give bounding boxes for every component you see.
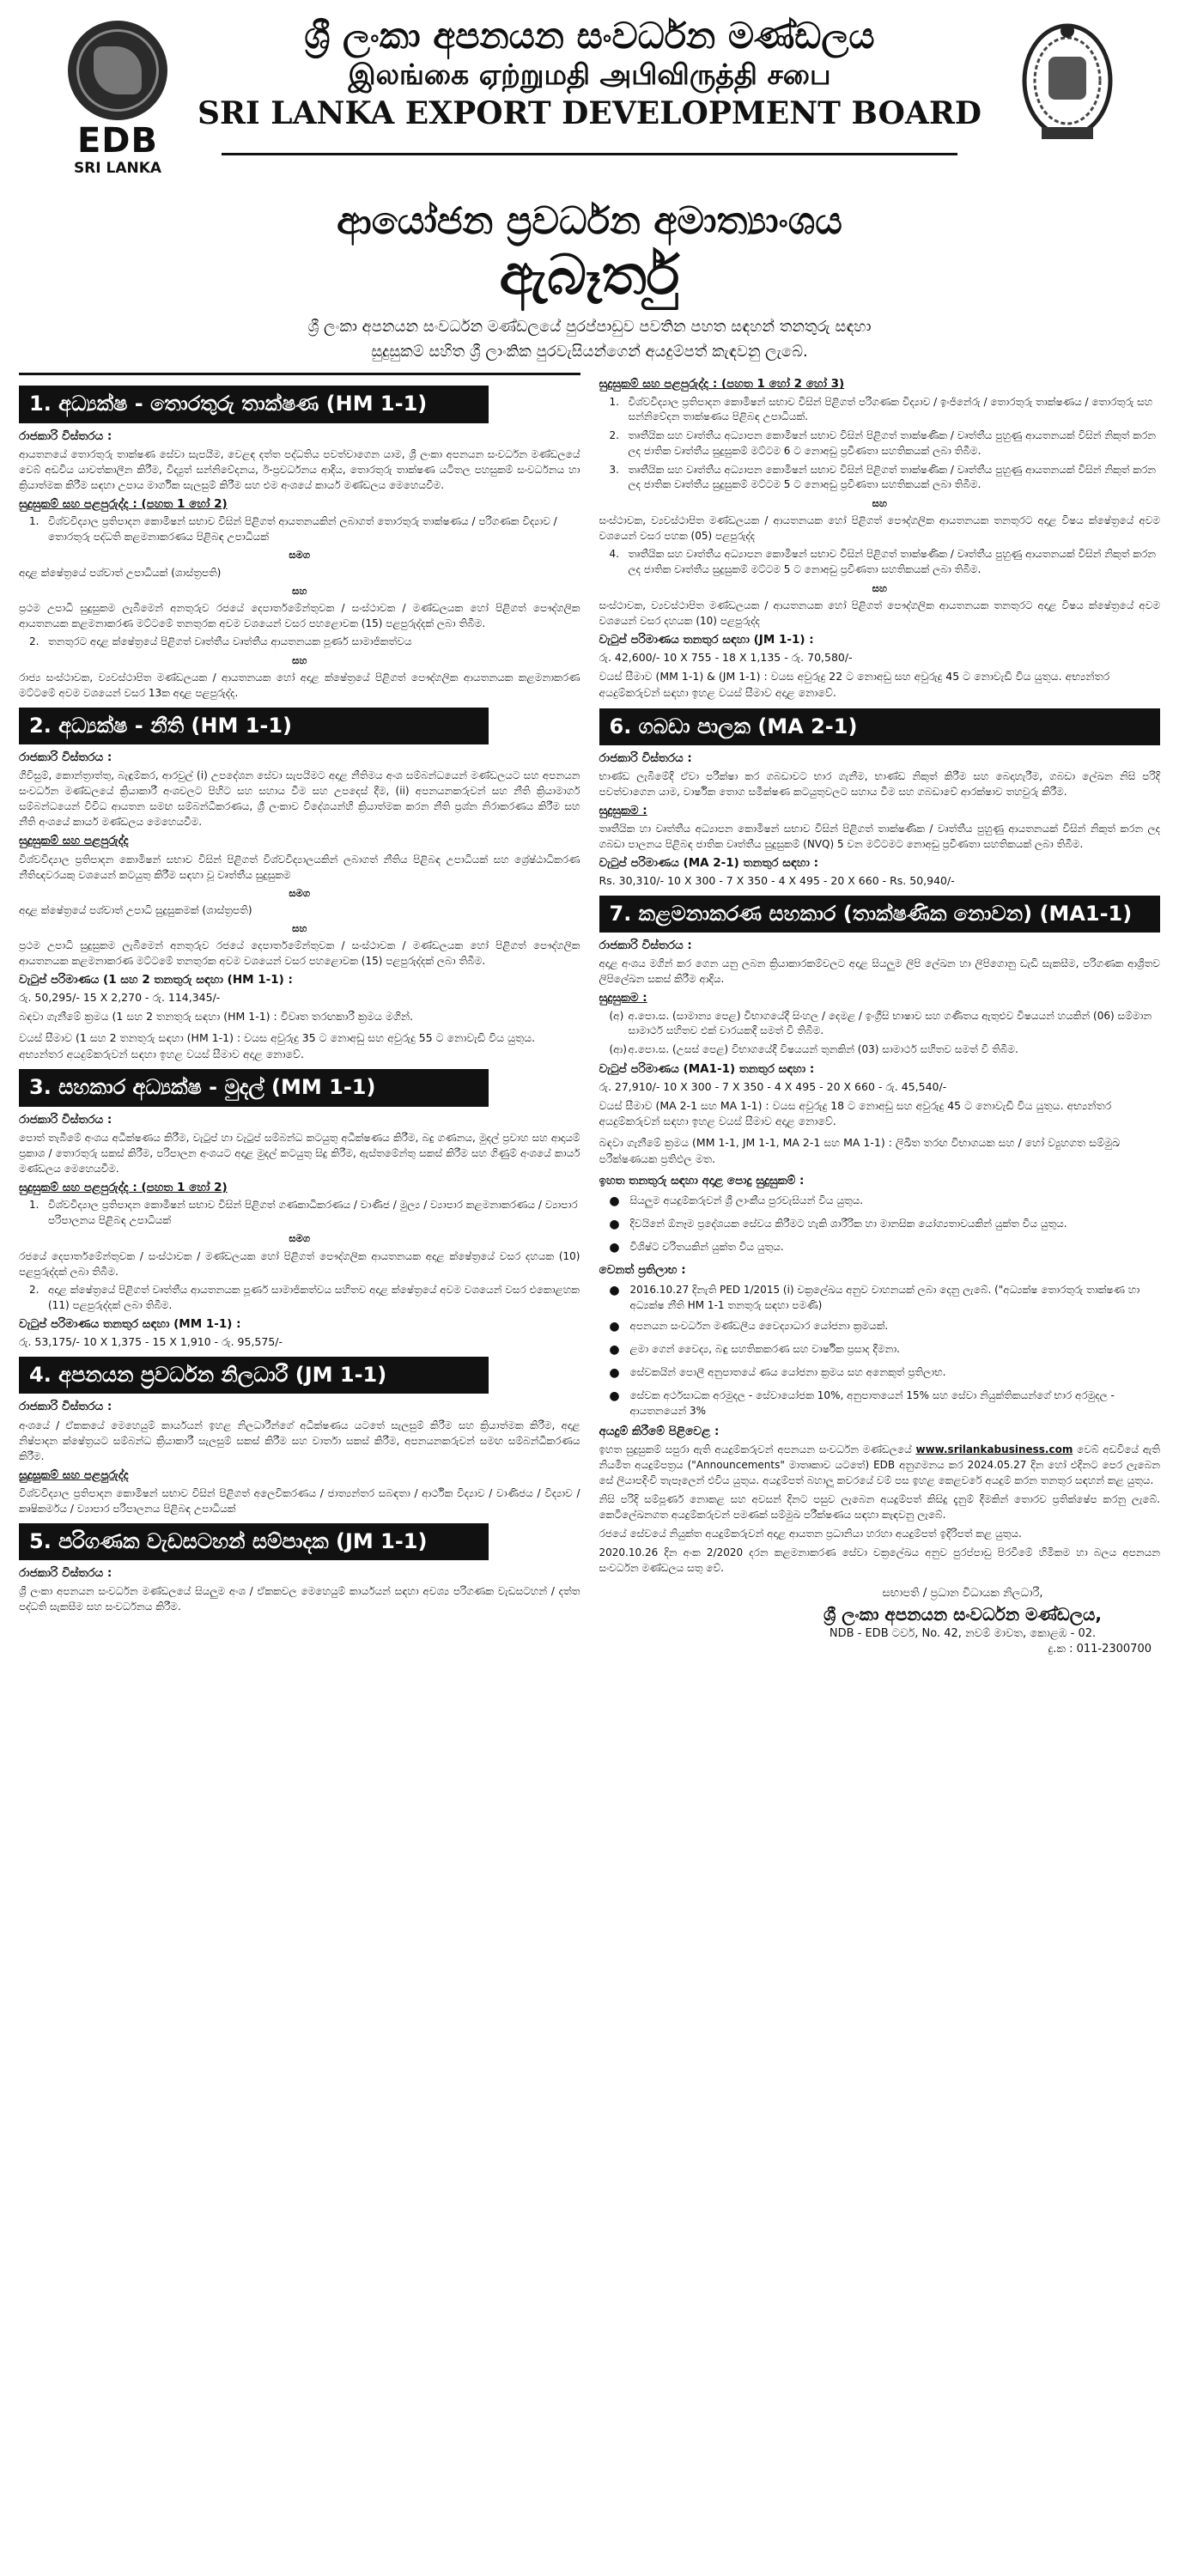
list-item: 1. විශ්වවිද්‍යාල ප්‍රතිපාදන කොමිෂන් සභාව විසින් පිළිගත් පරිගණක විද්‍යාව / ඉංජිනේරු / තොරතුරු තාක්ෂණය / තොරතුරු සහ සන්නිවේදන තාක්ෂණය පිළිබඳ උපාධියක්. [609, 395, 1153, 423]
benefits-list [599, 1282, 1161, 1419]
conjunction: සහ [872, 497, 887, 510]
section-1-qual-list-2 [19, 635, 580, 650]
conjunction: සහ [292, 584, 307, 597]
section-5-qual-list [599, 395, 1161, 494]
list-item: ● විශිෂ්ට චරිතයකින් යුක්ත විය යුතුය. [599, 1239, 1161, 1257]
general-qual-list [599, 1193, 1161, 1257]
section-1-duties: ආයතනයේ තොරතුරු තාක්ෂණ සේවා සැපයීම, වෙළඳ දත්ත පද්ධතිය පවත්වාගෙන යාම, ශ්‍රී ලංකා අපනයන සංවර්ධන මණ්ඩලයේ වෙබ් අඩවිය යාවත්කාලීන කිරීම, විද්‍යුත් සන්නිවේදනය, ඊ-ප්‍රවර්ධනය ආදිය, තොරතුරු තාක්ෂණ යටිතල පහසුකම් සංවර්ධනය හා ක්‍රියාත්මක කිරීම සඳහා උපාය මාර්ගික සැලසුම් කිරීම සහ එම අංශයේ කාර්ය මණ්ඩලය මෙහෙයවීම. [19, 447, 580, 491]
intro-line-2: සුදුසුකම් සහිත ශ්‍රී ලාංකික පුරවැසියන්ගෙන් අයදුම්පත් කැඳවනු ලැබේ. [371, 342, 808, 361]
section-5-salary: රු. 42,600/- 10 X 755 - 18 X 1,135 - රු. 70,580/- [599, 651, 853, 665]
list-item: ● අපනයන සංවර්ධන මණ්ඩලීය වෛද්‍යාධාර යෝජනා ක්‍රමයක්. [599, 1318, 1161, 1336]
section-1-title: 1. අධ්‍යක්ෂ - තොරතුරු තාක්ෂණ (HM 1-1) [19, 386, 489, 422]
tamil-title: இலங்கை ஏற்றுமதி அபிவிருத்தி சபை [348, 58, 831, 92]
intro [19, 315, 1160, 365]
section-5-age-limit: වයස් සීමාව (MM 1-1) & (JM 1-1) : වයස අවුරුදු 22 ට නොඅඩු සහ අවුරුදු 45 ට නොවැඩි විය යුතුය. අභ්‍යන්තර අයදුම්කරුවන් සඳහා ඉහළ වයස් සීමාව අදාළ නොවේ. [599, 670, 1110, 699]
section-4-duties-heading: රාජකාරි විස්තරය : [19, 1400, 112, 1414]
section-2-qual-heading: සුදුසුකම් සහ පළපුරුද්ද [19, 834, 129, 848]
sinhala-title: ශ්‍රී ලංකා අපනයන සංවර්ධන මණ්ඩලය [304, 15, 875, 57]
section-3-cond-1: රජයේ දෙපාර්තමේන්තුවක / සංස්ථාවක / මණ්ඩලයක හෝ පිළිගත් පෞද්ගලික ආයතනයක අදාළ ක්ෂේත්‍රයේ වසර දහයක (10) පළපුරුද්දක් ලබා තිබීම. [19, 1249, 580, 1278]
section-1-cond-3: රාජ්‍ය සංස්ථාවක, ව්‍යවස්ථාපිත මණ්ඩලයක / ආයතනයක හෝ අදාළ ක්ෂේත්‍රයේ පිළිගත් පෞද්ගලික ආයතනයක කළමනාකරණ මට්ටමේ අවම වශයෙන් වසර 13ක අදාළ පළපුරුද්ද. [19, 671, 580, 700]
section-6-duties: භාණ්ඩ ලැබීමේදී ඒවා පරීක්ෂා කර ගබඩාවට භාර ගැනීම, භාණ්ඩ නිකුත් කිරීම සහ බෙදාහැරීම, ගබඩා ලේඛන නිසි පරිදි පවත්වාගෙන යාම, වාර්ෂික තොග සමීක්ෂණ කටයුතුවලට සහාය වීම සහ ගබඩාවේ ආරක්ෂාව තහවුරු කිරීම. [599, 769, 1160, 798]
section-4-duties: අංශයේ / ඒකකයේ මෙහෙයුම් කාර්යයන් ඉහළ නිලධාරීන්ගේ අධීක්ෂණය යටතේ සැලසුම් කිරීම සහ ක්‍රියාත්මක කිරීම, අදාළ නිෂ්පාදන ක්ෂේත්‍රයට සම්බන්ධ ක්‍රියාකාරී සැලසුම් සකස් කිරීම සහ වාර්තා සකස් කිරීම, අපනයනකරුවන් සමඟ සම්බන්ධීකරණය කිරීම. [19, 1419, 580, 1462]
bullet-icon: ● [609, 1283, 620, 1297]
bullet-icon: ● [609, 1319, 620, 1334]
application-heading: අයදුම් කිරීමේ පිළිවෙළ : [599, 1424, 720, 1438]
conjunction: සමග [289, 886, 311, 899]
section-5-qual-list-2 [599, 547, 1161, 578]
section-7-qual-heading: සුදුසුකම : [599, 991, 647, 1005]
section-4-title: 4. අපනයන ප්‍රවර්ධන නිලධාරී (JM 1-1) [19, 1357, 489, 1394]
conjunction: සමග [289, 549, 311, 562]
section-1-cond-2: ප්‍රථම උපාධි සුදුසුකම ලැබීමෙන් අනතුරුව රජයේ දෙපාර්තමේන්තුවක / සංස්ථාවක / මණ්ඩලයක හෝ පිළිගත් පෞද්ගලික ආයතනයක කළමනාකරණ මට්ටමේ තනතුරක අවම වශයෙන් වසර පහළොවක (15) පළපුරුද්දක් ලබා තිබීම. [19, 602, 580, 630]
section-7-duties-heading: රාජකාරි විස්තරය : [599, 939, 692, 953]
section-2-salary: රු. 50,295/- 15 X 2,270 - රු. 114,345/- [19, 991, 221, 1005]
section-7-duties: අදාළ අංශය මගින් කර ගෙන යනු ලබන ක්‍රියාකාරකම්වලට අදාළ සියලුම ලිපි ලේඛන හා ලිපිගොනු ඩැඩි සැකසීම, පරිගණක ආශ්‍රිතව ලිපිලේඛන සකස් කිරීම ආදිය. [599, 957, 1160, 986]
list-item: 1. විශ්වවිද්‍යාල ප්‍රතිපාදන කොමිෂන් සභාව විසින් පිළිගත් ගණකාධිකරණය / වාණිජ / මුල්‍ය / ව්‍යාපාර කළමනාකරණය / ව්‍යාපාර පරිපාලනය පිළිබඳ උපාධියක් [29, 1198, 578, 1226]
list-item: (අ) අ.පො.ස. (සාමාන්‍ය පෙළ) විභාගයේදී සිංහල / දෙමළ / ඉංග්‍රීසි භාෂාව සහ ගණිතය ඇතුළුව විෂයයන් හයකින් (06) සම්මාන සාමාර්ථ සහිතව එක් වාරයකදී සමත් වී තිබීම. [609, 1009, 1152, 1037]
conjunction: සහ [872, 581, 887, 594]
section-5-cond-1: සංස්ථාවක, ව්‍යවස්ථාපිත මණ්ඩලයක / ආයතනයක හෝ පිළිගත් පෞද්ගලික ආයතනයක තනතුරට අදාළ විෂය ක්ෂේත්‍රයේ අවම වශයෙන් වසර පහක (05) පළපුරුද්ද [599, 514, 1160, 543]
section-3-qual-heading: සුදුසුකම් සහ පළපුරුද්ද : (පහත 1 හෝ 2) [19, 1180, 228, 1194]
section-2-qual: විශ්වවිද්‍යාල ප්‍රතිපාදන කොමිෂන් සභාව විසින් පිළිගත් විශ්වවිද්‍යාලයකින් ලබාගත් නීතිය පිළිබඳ උපාධියක් සහ ශ්‍රේෂ්ඨාධිකරණ නීතිඥවරයකු වශයෙන් කටයුතු කිරීම සඳහා වූ වෘත්තීය සුදුසුකම [19, 853, 580, 881]
section-2-cond-1: අදාළ ක්ෂේත්‍රයේ පශ්චාත් උපාධි සුදුසුකමක් (ශාස්ත්‍රපති) [19, 903, 252, 916]
left-column [19, 373, 580, 1658]
section-2-salary-heading: වැටුප් පරිමාණය (1 සහ 2 තනතුරු සඳහා (HM 1-1) : [19, 973, 293, 987]
signatory-title: සභාපති / ප්‍රධාන විධායක නිලධාරී, [882, 1587, 1043, 1601]
section-6-qual: තෘතීයික හා වෘත්තීය අධ්‍යාපන කොමිෂන් සභාව විසින් පිළිගත් තාක්ෂණික / වෘත්තීය පුහුණු ආයතනයක් විසින් නිකුත් කරන ලද ගබඩා පාලනය පිළිබඳ ජාතික වෘත්තීය සුදුසුකම් (NVQ) 5 වන මට්ටමට නොඅඩු ප්‍රවීණතා සහතිකයක් ලබා තිබීම. [599, 823, 1160, 851]
bullet-icon: ● [609, 1388, 620, 1403]
application-text-3: රජයේ සේවයේ නියුක්ත අයදුම්කරුවන් අදාළ ආයතන ප්‍රධානියා හරහා අයදුම්පත් ඉදිරිපත් කළ යුතුය. [599, 1528, 1022, 1540]
section-2-duties-heading: රාජකාරි විස්තරය : [19, 750, 112, 765]
edb-logo [62, 21, 173, 179]
section-7-recruitment: බඳවා ගැනීමේ ක්‍රමය (MM 1-1, JM 1-1, MA 2-1 සහ MA 1-1) : ලිඛිත තරඟ විභාගයක සහ / හෝ ව්‍යුහගත සම්මුඛ පරීක්ෂණයක ප්‍රතිඵල මත. [599, 1136, 1121, 1165]
conjunction: සහ [292, 653, 307, 666]
bullet-icon: ● [609, 1240, 620, 1255]
list-item: 4. තෘතීයික සහ වෘත්තීය අධ්‍යාපන කොමිෂන් සභාව විසින් පිළිගත් තාක්ෂණික / වෘත්තීය පුහුණු ආයතනයක් විසින් නිකුත් කරන ලද ජාතික වෘත්තීය සුදුසුකම් මට්ටම 5 ට නොඅඩු ප්‍රවීණතා සහතිකයක් ලබා තිබීම. [609, 548, 1157, 576]
header-divider [222, 153, 957, 155]
list-item: ● 2016.10.27 දිනැති PED 1/2015 (i) චක්‍රලේඛය අනුව වාහනයක් ලබා දෙනු ලැබේ. ("අධ්‍යක්ෂ තොරතුරු තාක්ෂණ හා අධ්‍යක්ෂ නීති HM 1-1 තනතුරු සඳහා පමණි) [599, 1282, 1161, 1313]
section-7-salary: රු. 27,910/- 10 X 300 - 7 X 350 - 4 X 495 - 20 X 660 - රු. 45,540/- [599, 1079, 947, 1093]
signatory-phone: දු.ක : 011-2300700 [1048, 1643, 1152, 1656]
logo-subtext: SRI LANKA [73, 160, 162, 177]
section-3-qual-list [19, 1198, 580, 1229]
section-2-cond-2: ප්‍රථම උපාධි සුදුසුකම ලැබීමෙන් අනතුරුව රජයේ දෙපාර්තමේන්තුවක / සංස්ථාවක / මණ්ඩලයක හෝ පිළිගත් පෞද්ගලික ආයතනයක කළමනාකරණ මට්ටමේ තනතුරක අවම වශයෙන් වසර පහළොවක (15) පළපුරුද්දක් ලබා තිබීම. [19, 939, 580, 968]
section-2-duties: ගිවිසුම්, කොන්ත්‍රාත්තු, බැඳුම්කර, ආරවුල් (i) උපදේශන සේවා සැපයීමට අදාළ නීතිමය අංශ සම්බන්ධයෙන් මණ්ඩලයට සහ අපනයන සංවර්ධන මණ්ඩලයේ ක්‍රියාකාරී අංශවලට පිහිට සහ සහාය වීම සහ උපදෙස් දීම, (ii) අපනයනකරුවන් සහ නීති ක්‍රියාමාර්ග සම්බන්ධයෙන් විවිධ ආයතන සමඟ සම්බන්ධීකරණය, ශ්‍රී ලංකාව විදේශයන්හි ක්‍රියාත්මක කරන නීති ප්‍රශ්න නිරාකරණය කිරීම සහ නීති අංශයේ කාර්ය මණ්ඩලය මෙහෙයවීම. [19, 769, 580, 829]
section-4-qual: විශ්වවිද්‍යාල ප්‍රතිපාදන කොමිෂන් සභාව විසින් පිළිගත් අලෙවිකරණය / ජාත්‍යන්තර සබඳතා / ආර්ථික විද්‍යාව / වාණිජය / විද්‍යාව / කෘෂිකර්මය / ව්‍යාපාර පරිපාලනය පිළිබඳ උපාධියක් [19, 1486, 580, 1515]
section-5-duties: ශ්‍රී ලංකා අපනයන සංවර්ධන මණ්ඩලයේ සියලුම අංශ / ඒකකවල මෙහෙයුම් කාර්යයන් සඳහා අවශ්‍ය පරිගණක වැඩසටහන් / දත්ත පද්ධති සැකසීම සහ සංවර්ධනය කිරීම. [19, 1585, 580, 1613]
general-qual-heading: ඉහත තනතුරු සඳහා අදාළ පොදු සුදුසුකම් : [599, 1173, 805, 1188]
application-text-1: ඉහත සුදුසුකම් සපුරා ඇති අයදුම්කරුවන් අපනයන සංවර්ධන මණ්ඩලයේ www.srilankabusiness.com වෙබ් අඩවියේ ඇති නියමිත අයදුම්පත්‍රය ("Announcements" මාතෘකාව යටතේ) EDB අනුගමනය කර 2024.05.27 දින හෝ එදිනට පෙර ලැබෙන සේ ලියාපදිංචි තැපෑලෙන් එවිය යුතුය. අයදුම්පත් බහාලූ කවරයේ වම් පස ඉහළ කෙළවරේ අයදුම් කරන තනතුර සඳහන් කළ යුතුය. [599, 1443, 1160, 1487]
list-item: ● සේවකයින් පොලී අනුපාතයේ ණය යෝජනා ක්‍රමය සහ අනෙකුත් ප්‍රතිලාභ. [599, 1364, 1161, 1382]
section-1-duties-heading: රාජකාරි විස්තරය : [19, 428, 112, 443]
section-4-qual-heading: සුදුසුකම් සහ පළපුරුද්ද [19, 1467, 129, 1482]
list-item: 2. අදාළ ක්ෂේත්‍රයේ පිළිගත් වෘත්තීය ආයතනයක පූර්ණ සාමාජිකත්වය සහිතව අදාළ ක්ෂේත්‍රයේ අවම වශයෙන් වසර එකොළහක (11) පළපුරුද්දක් ලබා තිබීම. [29, 1283, 580, 1311]
list-item: 1. විශ්වවිද්‍යාල ප්‍රතිපාදන කොමිෂන් සභාව විසින් පිළිගත් ආයතනයකින් ලබාගත් තොරතුරු තාක්ෂණය / පරිගණක විද්‍යාව / තොරතුරු පද්ධති කළමනාකරණය පිළිබඳ උපාධියක් [29, 514, 557, 543]
list-item: (ආ) අ.පො.ස. (උසස් පෙළ) විභාගයේදී විෂයයන් තුනකින් (03) සාමාර්ථ සහිතව සමත් වී තිබීම. [609, 1043, 1018, 1055]
section-2-title: 2. අධ්‍යක්ෂ - නීති (HM 1-1) [19, 708, 489, 744]
application-text-2: නිසි පරිදි සම්පූර්ණ නොකළ සහ අවසන් දිනට පසුව ලැබෙන අයදුම්පත් කිසිදු දැනුම් දීමකින් තොරව ප්‍රතික්ෂේප කරනු ලැබේ. කෙටිලේඛනගත අයදුම්කරුවන් පමණක් සම්මුඛ පරීක්ෂණය සඳහා කැඳවනු ලැබේ. [599, 1493, 1160, 1522]
bullet-icon: ● [609, 1217, 620, 1231]
list-item: ● ළමා ගෙන් වෛද්‍ය, බඳු සහතිකකරණ සහ වාර්ෂික ප්‍රසාද දීමනා. [599, 1341, 1161, 1359]
section-6-duties-heading: රාජකාරි විස්තරය : [599, 750, 692, 765]
section-7-qual-list [599, 1009, 1161, 1058]
section-3-qual-list-2 [19, 1283, 580, 1314]
section-2-age-limit: වයස් සීමාව (1 සහ 2 තනතුරු සඳහා (HM 1-1) : වයස අවුරුදු 35 ට නොඅඩු සහ අවුරුදු 55 ට නොවැඩි විය යුතුය. අභ්‍යන්තර අයදුම්කරුවන් සඳහා ඉහළ වයස් සීමාව අදාළ නොවේ. [19, 1030, 536, 1060]
section-1-qual-list [19, 514, 580, 545]
signatory-org: ශ්‍රී ලංකා අපනයන සංවර්ධන මණ්ඩලය, [823, 1603, 1102, 1625]
website-link[interactable]: www.srilankabusiness.com [915, 1443, 1073, 1456]
signature-block [599, 1586, 1161, 1658]
right-column [599, 373, 1161, 1658]
signatory-address: NDB - EDB ටවර්, No. 42, නවම් මාවත, කොළඹ - 02. [829, 1626, 1097, 1640]
list-item: ● සේවක අර්ථසාධක අරමුදල - සේවායෝජක 10%, අනුපාතයෙන් 15% සහ සේවා නියුක්තිකයන්ගේ භාර අරමුදල - ආයතනයෙන් 3% [599, 1388, 1161, 1419]
list-item: 2. තෘතීයික සහ වෘත්තීය අධ්‍යාපන කොමිෂන් සභාව විසින් පිළිගත් තාක්ෂණික / වෘත්තීය පුහුණු ආයතනයක් විසින් නිකුත් කරන ලද ජාතික වෘත්තීය සුදුසුකම් මට්ටම 6 ට නොඅඩු ප්‍රවීණතා සහතිකයක් ලබා තිබීම. [609, 429, 1157, 457]
application-text-4: 2020.10.26 දින අංක 2/2020 දරන කළමනාකරණ සේවා චක්‍රලේඛය අනුව පුරප්පාඩු පිරවීමේ හිමිකම හා බලය අපනයන සංවර්ධන මණ්ඩලය සතු වේ. [599, 1546, 1160, 1575]
logo-text: EDB [76, 121, 158, 161]
section-7-title: 7. කළමනාකරණ සහකාර (තාක්ෂණික නොවන) (MA1-1) [599, 896, 1161, 933]
bullet-icon: ● [609, 1194, 620, 1208]
list-item: 3. තෘතීයික සහ වෘත්තීය අධ්‍යාපන කොමිෂන් සභාව විසින් පිළිගත් තාක්ෂණික / වෘත්තීය පුහුණු ආයතනයක් විසින් නිකුත් කරන ලද ජාතික වෘත්තීය සුදුසුකම් මට්ටම 5 ට නොඅඩු ප්‍රවීණතා සහතිකයක් ලබා තිබීම. [609, 463, 1157, 491]
conjunction: සහ [292, 921, 307, 934]
intro-line-1: ශ්‍රී ලංකා අපනයන සංවර්ධන මණ්ඩලයේ පුරප්පාඩුව පවතින පහත සඳහන් තනතුරු සඳහා [307, 317, 872, 336]
english-title: SRI LANKA EXPORT DEVELOPMENT BOARD [198, 95, 981, 132]
section-6-qual-heading: සුදුසුකම : [599, 803, 647, 817]
conjunction: සමග [289, 1232, 311, 1245]
lion-emblem-icon [68, 21, 167, 120]
section-6-salary: Rs. 30,310/- 10 X 300 - 7 X 350 - 4 X 495 - 20 X 660 - Rs. 50,940/- [599, 874, 955, 888]
section-1-qual-heading: සුදුසුකම් සහ පළපුරුද්ද : (පහත 1 හෝ 2) [19, 496, 228, 511]
list-item: ● සියලුම අයදුම්කරුවන් ශ්‍රී ලාංකීය පුරවැසියන් විය යුතුය. [599, 1193, 1161, 1211]
ministry-title: ආයෝජන ප්‍රවර්ධන අමාත්‍යාංශය [337, 199, 842, 243]
section-3-salary-heading: වැටුප් පරිමාණය තනතුර සඳහා (MM 1-1) : [19, 1317, 241, 1332]
section-6-title: 6. ගබඩා පාලක (MA 2-1) [599, 708, 1161, 745]
section-1-cond-1: අදාළ ක්ෂේත්‍රයේ පශ්චාත් උපාධියක් (ශාස්ත්‍රපති) [19, 566, 222, 579]
section-7-age-limit: වයස් සීමාව (MA 2-1 සහ MA 1-1) : වයස අවුරුදු 18 ට නොඅඩු සහ අවුරුදු 45 ට නොවැඩි විය යුතුය. අභ්‍යන්තර අයදුම්කරුවන් සඳහා ඉහළ වයස් සීමාව අදාළ නොවේ. [599, 1098, 1112, 1128]
section-3-salary: රු. 53,175/- 10 X 1,375 - 15 X 1,910 - රු. 95,575/- [19, 1335, 283, 1349]
section-2-recruitment: බඳවා ගැනීමේ ක්‍රමය (1 සහ 2 තනතුරු සඳහා (HM 1-1) : විවෘත තරඟකාරී ක්‍රමය මගින්. [19, 1010, 414, 1024]
section-5-cond-2: සංස්ථාවක, ව්‍යවස්ථාපිත මණ්ඩලයක / ආයතනයක හෝ පිළිගත් පෞද්ගලික ආයතනයක තනතුරට අදාළ විෂය ක්ෂේත්‍රයේ අවම වශයෙන් වසර දහයක (10) පළපුරුද්ද [599, 599, 1160, 628]
section-5-qual-heading: සුදුසුකම් සහ පළපුරුද්ද : (පහත 1 හෝ 2 හෝ 3) [599, 377, 845, 392]
list-item: ● දිවයිනේ ඕනෑම ප්‍රදේශයක සේවය කිරීමට හැකි ශාරීරික හා මානසික යෝග්‍යතාවයකින් යුක්ත විය යුතුය. [599, 1216, 1161, 1234]
header [19, 15, 1160, 204]
section-5-salary-heading: වැටුප් පරිමාණය තනතුර සඳහා (JM 1-1) : [599, 633, 814, 647]
section-6-salary-heading: වැටුප් පරිමාණය (MA 2-1) තනතුර සඳහා : [599, 856, 819, 871]
section-3-duties-heading: රාජකාරි විස්තරය : [19, 1112, 112, 1127]
section-5-title: 5. පරිගණක වැඩසටහන් සම්පාදක (JM 1-1) [19, 1523, 489, 1560]
vacancy-heading: ඇබෑර්තු [499, 243, 680, 308]
bullet-icon: ● [609, 1365, 620, 1380]
government-emblem-icon [1016, 19, 1119, 156]
section-3-title: 3. සහකාර අධ්‍යක්ෂ - මුදල් (MM 1-1) [19, 1069, 489, 1106]
bullet-icon: ● [609, 1342, 620, 1357]
section-7-salary-heading: වැටුප් පරිමාණය (MA1-1) තනතුර සඳහා : [599, 1061, 815, 1076]
section-3-duties: පොත් තැබීමේ අංශය අධීක්ෂණය කිරීම, වැටුප් හා වැටුප් සම්බන්ධ කටයුතු අධීක්ෂණය කිරීම, බදු ගණනය, මුදල් ප්‍රවාහ සහ ආදායම් ප්‍රකාශ / තොරතුරු සකස් කිරීම, පරිපාලන අංශයට අදාළ මුදල් කටයුතු සිදු කිරීම, ඇස්තමේන්තු සකස් කිරීම සහ ගිණුම් අංශයේ කාර්ය මණ්ඩලය මෙහෙයවීම. [19, 1131, 580, 1175]
benefits-heading: වෙනත් ප්‍රතිලාභ : [599, 1262, 686, 1277]
list-item: 2. තනතුරට අදාළ ක්ෂේත්‍රයේ පිළිගත් වෘත්තීය වෘත්තීය ආයතනයක පූර්ණ සාමාජිකත්වය [29, 635, 412, 648]
section-5-duties-heading: රාජකාරි විස්තරය : [19, 1565, 112, 1580]
